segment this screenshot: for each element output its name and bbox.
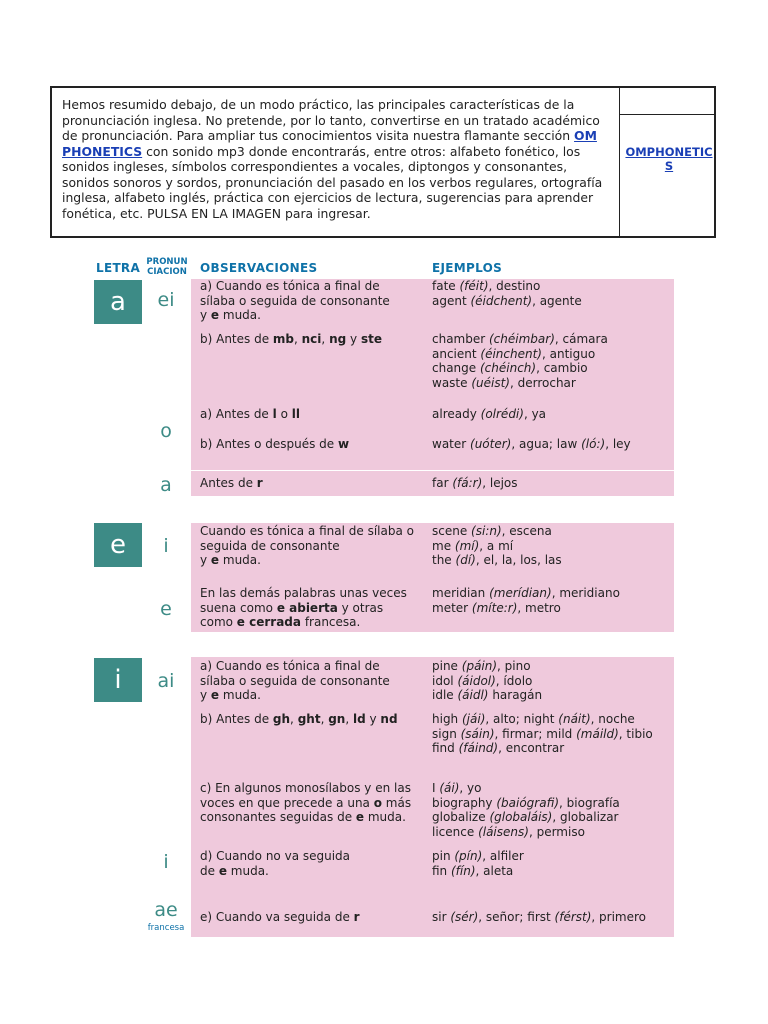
row-e1-examples: scene (si:n), escena me (mí), a mí the (dí), el, la, los, las (432, 524, 562, 568)
row-i5-examples: sir (sér), señor; first (férst), primero (432, 910, 647, 924)
header-pronunciacion-line1: PRONUN (146, 257, 188, 267)
row-i5-observation: e) Cuando va seguida de r (200, 910, 360, 924)
pron-e-i: i (163, 535, 169, 557)
pron-i-i: i (163, 851, 169, 873)
pron-i-ae: ae (154, 899, 178, 921)
row-i2-examples: high (jái), alto; night (náit), noche sign (sáin), firmar; mild (máild), tibio find (fáind), encontrar (432, 712, 653, 756)
pron-a-ei: ei (157, 289, 175, 311)
row-i3-observation: c) En algunos monosílabos y en las voces en que precede a una o más consonantes seguidas de e muda. (200, 781, 412, 825)
intro-text: Hemos resumido debajo, de un modo práctico, las principales características de la pronunciación inglesa. No pretende, por lo tanto, convertirse en un tratado académico de pronunciación. Para ampliar tus conocimientos visita nuestra flamante sección OM PHONETICS con sonido mp3 donde encontrarás, entre otros: alfabeto fonético, los sonidos ingleses, símbolos correspondientes a vocales, diptongos y consonantes, sonidos sonoros y sordos, pronunciación del pasado en los verbos regulares, ortografía inglesa, alfabeto inglés, práctica con ejercicios de lectura, sugerencias para aprender fonética, etc. PULSA EN LA IMAGEN para ingresar. (52, 88, 620, 238)
row-i1-examples: pine (páin), pino idol (áidol), ídolo idle (áidl) haragán (432, 659, 543, 703)
row-a5-observation: Antes de r (200, 476, 263, 490)
letter-i-box: i (94, 658, 142, 702)
row-a4-examples: water (uóter), agua; law (ló:), ley (432, 437, 631, 451)
header-observaciones: OBSERVACIONES (200, 261, 318, 275)
om-phonetics-inline-link[interactable]: OM PHONETICS (62, 128, 597, 159)
row-a2-observation: b) Antes de mb, nci, ng y ste (200, 332, 382, 346)
row-a3-observation: a) Antes de l o ll (200, 407, 300, 421)
header-letra: LETRA (96, 261, 141, 275)
pron-i-ai: ai (157, 670, 175, 692)
header-ejemplos: EJEMPLOS (432, 261, 503, 275)
header-pronunciacion (144, 258, 190, 277)
om-phonetics-link[interactable]: OMPHONETICS (625, 145, 713, 173)
row-a1-examples: fate (féit), destino agent (éidchent), agente (432, 279, 582, 308)
pron-a-a: a (160, 474, 172, 496)
section-a-divider (191, 470, 674, 471)
pron-a-o: o (160, 420, 172, 442)
row-e2-observation: En las demás palabras unas veces suena como e abierta y otras como e cerrada francesa. (200, 586, 407, 630)
row-a3-examples: already (olrédi), ya (432, 407, 547, 421)
letter-e-box: e (94, 523, 142, 567)
letter-a-box: a (94, 280, 142, 324)
row-e1-observation: Cuando es tónica a final de sílaba o seguida de consonante y e muda. (200, 524, 414, 568)
pron-e-e: e (160, 598, 172, 620)
intro-box (50, 86, 716, 238)
row-a2-examples: chamber (chéimbar), cámara ancient (éinchent), antiguo change (chéinch), cambio waste (uéist), derrochar (432, 332, 608, 391)
header-pronunciacion-line2: CIACION (147, 266, 187, 277)
row-a4-observation: b) Antes o después de w (200, 437, 350, 451)
row-i4-observation: d) Cuando no va seguida de e muda. (200, 849, 351, 878)
row-i3-examples: I (ái), yo biography (baiógrafi), biografía globalize (globaláis), globalizar licence (láisens), permiso (432, 781, 620, 840)
intro-side-cell (620, 114, 716, 238)
row-a1-observation: a) Cuando es tónica a final de sílaba o seguida de consonante y e muda. (200, 279, 390, 323)
row-i4-examples: pin (pín), alfiler fin (fín), aleta (432, 849, 524, 878)
row-i2-observation: b) Antes de gh, ght, gn, ld y nd (200, 712, 398, 726)
row-a5-examples: far (fá:r), lejos (432, 476, 518, 490)
pron-i-ae-note: francesa (147, 923, 185, 933)
row-i1-observation: a) Cuando es tónica a final de sílaba o seguida de consonante y e muda. (200, 659, 390, 703)
row-e2-examples: meridian (merídian), meridiano meter (míte:r), metro (432, 586, 620, 615)
